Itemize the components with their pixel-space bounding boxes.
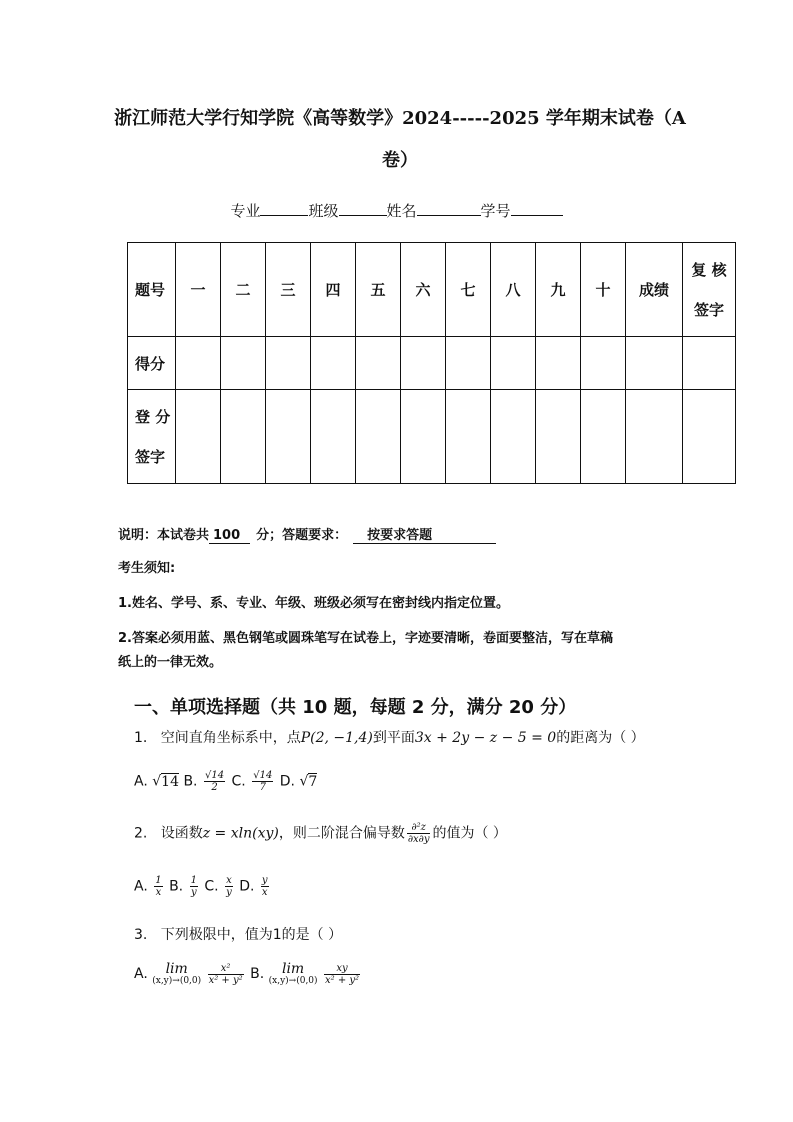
sign-cell[interactable] xyxy=(536,390,581,484)
q1-option-c-den: 7 xyxy=(259,782,266,793)
score-cell[interactable] xyxy=(176,337,221,390)
q2-option-d-label: D. xyxy=(239,878,255,895)
column-2: 二 xyxy=(221,243,266,337)
student-info-line xyxy=(0,200,793,221)
q2-option-c-label: C. xyxy=(204,878,219,895)
column-4: 四 xyxy=(311,243,356,337)
score-cell[interactable] xyxy=(401,337,446,390)
score-cell[interactable] xyxy=(581,337,626,390)
derivative-numerator: ∂²z xyxy=(407,822,431,834)
answer-requirement: 按要求答题 xyxy=(353,524,496,544)
q3-option-b-den: x² + y² xyxy=(325,974,360,986)
q2-option-a-den: x xyxy=(155,887,162,898)
q2-option-b-label: B. xyxy=(169,878,184,895)
review-label: 复 核 xyxy=(691,260,727,279)
notice-heading: 考生须知: xyxy=(118,561,176,576)
column-10: 十 xyxy=(581,243,626,337)
q2-option-a-label: A. xyxy=(134,878,148,895)
column-5: 五 xyxy=(356,243,401,337)
question-1-text-after: 的距离为（ ） xyxy=(556,730,645,746)
explain-mid: 分；答题要求： xyxy=(256,528,348,543)
q2-option-a-num: 1 xyxy=(155,875,162,886)
exam-explanation xyxy=(118,524,496,544)
q3-option-a-label: A. xyxy=(134,966,148,982)
q3-option-b-num: xy xyxy=(324,963,360,975)
q1-option-b: $\frac{√14}{2}$ xyxy=(204,770,225,793)
student-id-label: 学号 xyxy=(480,202,511,220)
column-9: 九 xyxy=(536,243,581,337)
q3-option-b-label: B. xyxy=(250,966,265,982)
q3-option-a-fraction xyxy=(208,963,244,986)
question-2-derivative xyxy=(407,822,431,845)
name-blank[interactable] xyxy=(417,200,481,216)
review-sign-cell[interactable] xyxy=(683,390,736,484)
lim-word: lim xyxy=(165,961,188,977)
question-2 xyxy=(134,822,507,845)
question-1-plane: 3x + 2y − z − 5 = 0 xyxy=(414,730,557,746)
question-3 xyxy=(134,924,342,944)
sign-row xyxy=(128,390,736,484)
sign-cell[interactable] xyxy=(356,390,401,484)
derivative-denominator: ∂x∂y xyxy=(407,834,430,845)
score-row xyxy=(128,337,736,390)
score-cell[interactable] xyxy=(491,337,536,390)
total-score-cell[interactable] xyxy=(626,337,683,390)
score-table xyxy=(127,242,736,484)
column-3: 三 xyxy=(266,243,311,337)
exam-title-line1: 浙江师范大学行知学院《高等数学》2024-----2025 学年期末试卷（A xyxy=(114,108,686,129)
explain-prefix: 说明：本试卷共 xyxy=(118,528,210,543)
sign-cell[interactable] xyxy=(491,390,536,484)
column-8: 八 xyxy=(491,243,536,337)
lim-subscript: (x,y)→(0,0) xyxy=(152,976,202,986)
q2-option-b xyxy=(190,875,198,898)
section-1-title: 一、单项选择题（共 10 题，每题 2 分，满分 20 分） xyxy=(134,697,577,718)
q1-option-a-label: A. xyxy=(134,773,148,790)
score-cell[interactable] xyxy=(311,337,356,390)
q1-option-d: √7 xyxy=(299,773,318,790)
review-sign-label: 签字 xyxy=(693,300,724,319)
sign-cell[interactable] xyxy=(266,390,311,484)
notice-rule-2-line1: 2.答案必须用蓝、黑色钢笔或圆珠笔写在试卷上，字迹要清晰，卷面要整洁，写在草稿 xyxy=(118,631,613,646)
class-blank[interactable] xyxy=(339,200,387,216)
question-2-text-mid: ，则二阶混合偏导数 xyxy=(278,825,405,842)
sign-cell[interactable] xyxy=(581,390,626,484)
q2-option-d xyxy=(261,875,269,898)
q2-option-c-den: y xyxy=(226,887,232,898)
question-3-options xyxy=(134,962,362,986)
column-6: 六 xyxy=(401,243,446,337)
q1-option-d-radicand: 7 xyxy=(308,773,318,790)
total-label-cell: 成绩 xyxy=(626,243,683,337)
score-cell[interactable] xyxy=(356,337,401,390)
q1-option-d-label: D. xyxy=(279,773,295,790)
question-2-number: 2. xyxy=(134,825,148,842)
question-1 xyxy=(134,727,645,747)
q2-option-d-den: x xyxy=(261,887,268,898)
q1-option-a-radicand: 14 xyxy=(161,773,179,790)
question-3-text-before: 下列极限中，值为 xyxy=(160,927,273,943)
question-1-point: P(2, −1,4) xyxy=(300,730,373,746)
total-points: 100 xyxy=(209,528,250,544)
student-id-blank[interactable] xyxy=(511,200,563,216)
q2-option-a xyxy=(154,875,162,898)
q3-option-b-fraction xyxy=(324,963,360,986)
score-cell[interactable] xyxy=(536,337,581,390)
q1-option-c: $\frac{√14}{7}$ xyxy=(253,770,273,793)
notice-rule-2-line2: 纸上的一律无效。 xyxy=(118,655,223,670)
question-1-text-mid: 到平面 xyxy=(372,730,415,746)
question-3-text-after: 的是（ ） xyxy=(281,927,343,943)
column-7: 七 xyxy=(446,243,491,337)
question-2-function: z = xln(xy) xyxy=(202,825,279,842)
lim-subscript: (x,y)→(0,0) xyxy=(268,976,318,986)
sign-cell[interactable] xyxy=(311,390,356,484)
score-table-header-row xyxy=(128,243,736,337)
q2-option-d-num: y xyxy=(261,875,268,886)
question-1-text-before: 空间直角坐标系中，点 xyxy=(160,730,301,746)
q3-option-a-num: x² xyxy=(208,963,244,975)
score-cell[interactable] xyxy=(221,337,266,390)
score-row-label: 得分 xyxy=(128,337,176,390)
sign-row-label-line1: 登 分 xyxy=(135,407,171,426)
header-label-cell: 题号 xyxy=(128,243,176,337)
q3-option-a-den: x² + y² xyxy=(208,974,243,986)
question-1-number: 1. xyxy=(134,730,148,746)
q1-option-b-num: 14 xyxy=(211,770,225,781)
q2-option-c xyxy=(225,875,233,898)
q1-option-b-label: B. xyxy=(183,773,198,790)
question-2-options xyxy=(134,875,271,898)
question-2-text-before: 设函数 xyxy=(160,825,203,842)
review-score-cell[interactable] xyxy=(683,337,736,390)
question-1-options xyxy=(134,770,317,793)
major-label: 专业 xyxy=(230,202,261,220)
q3-option-b-limit xyxy=(269,962,318,986)
sign-row-label-cell xyxy=(128,390,176,484)
q1-option-b-den: 2 xyxy=(211,782,218,793)
exam-title-line2: 卷） xyxy=(382,150,418,171)
name-label: 姓名 xyxy=(386,202,417,220)
q1-option-a: √14 xyxy=(152,773,179,790)
q2-option-b-den: y xyxy=(190,887,197,898)
sign-cell[interactable] xyxy=(446,390,491,484)
total-sign-cell[interactable] xyxy=(626,390,683,484)
score-cell[interactable] xyxy=(446,337,491,390)
question-2-text-after: 的值为（ ） xyxy=(432,825,507,842)
column-1: 一 xyxy=(176,243,221,337)
review-sign-label-cell xyxy=(683,243,736,337)
sign-cell[interactable] xyxy=(401,390,446,484)
sign-cell[interactable] xyxy=(176,390,221,484)
question-3-value: 1 xyxy=(272,927,282,943)
sign-cell[interactable] xyxy=(221,390,266,484)
q1-option-c-label: C. xyxy=(231,773,246,790)
q1-option-c-num: 14 xyxy=(259,770,273,781)
major-blank[interactable] xyxy=(260,200,308,216)
lim-word: lim xyxy=(281,961,305,977)
question-3-number: 3. xyxy=(134,927,148,943)
class-label: 班级 xyxy=(308,202,339,220)
q2-option-c-num: x xyxy=(226,875,232,886)
sign-row-label-line2: 签字 xyxy=(135,447,166,466)
q3-option-a-limit xyxy=(152,962,201,986)
q2-option-b-num: 1 xyxy=(190,875,197,886)
notice-rule-1: 1.姓名、学号、系、专业、年级、班级必须写在密封线内指定位置。 xyxy=(118,596,509,611)
score-cell[interactable] xyxy=(266,337,311,390)
